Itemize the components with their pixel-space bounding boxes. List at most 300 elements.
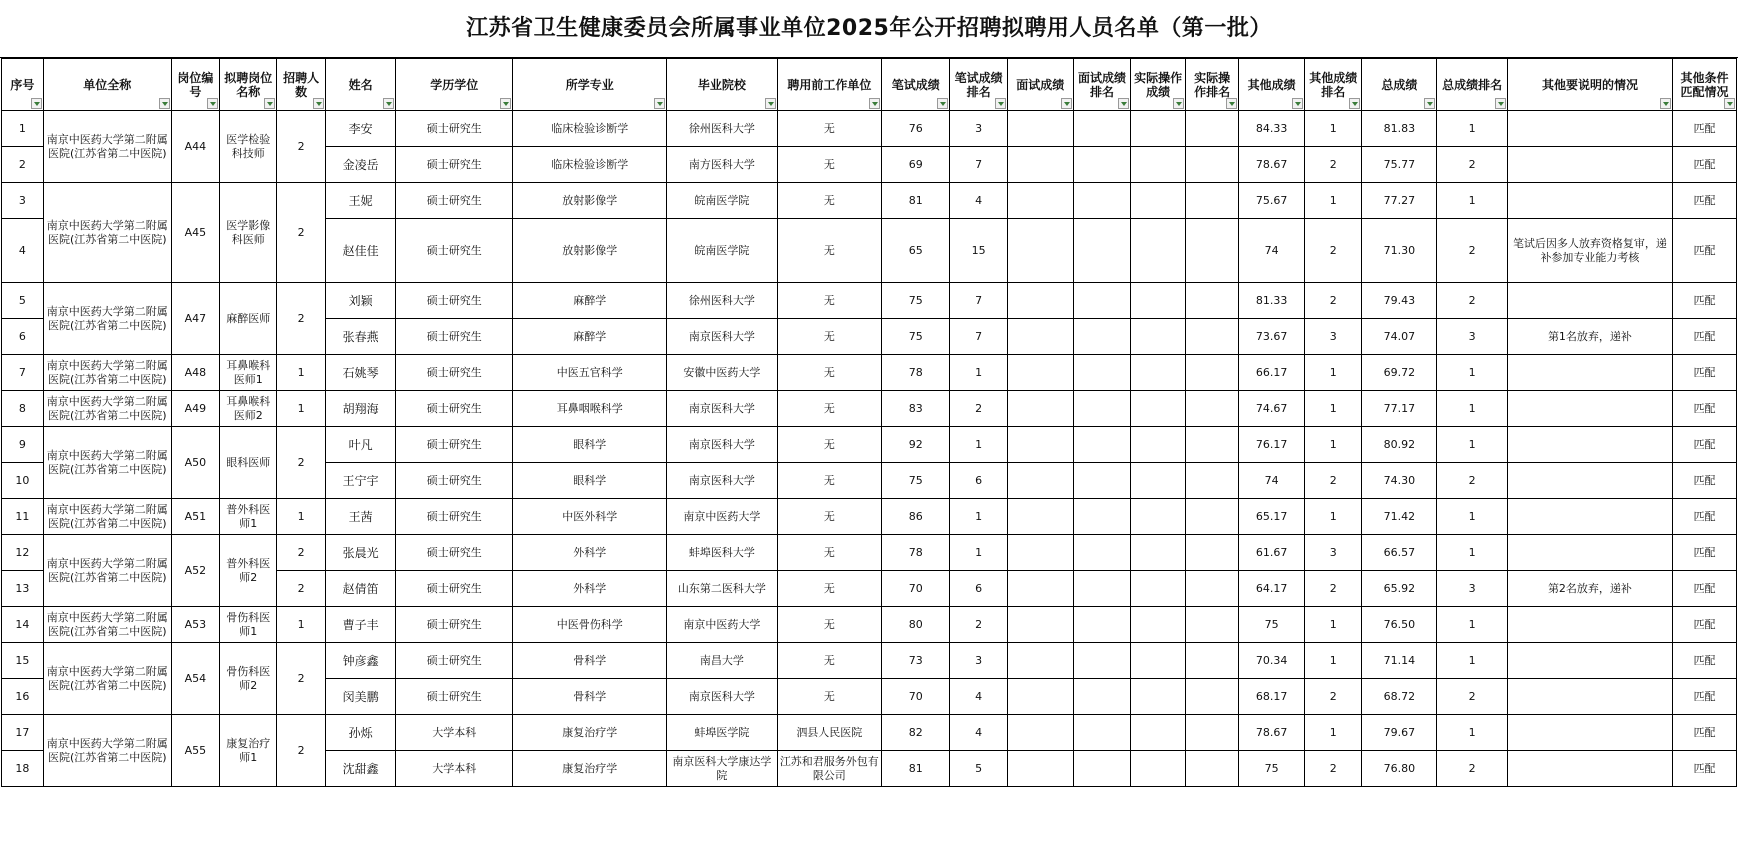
cell-total: 77.27 — [1362, 183, 1437, 219]
cell-name: 胡翔海 — [325, 391, 396, 427]
col-header-total: 总成绩 — [1362, 59, 1437, 111]
table-row — [2, 111, 1737, 147]
cell-prev-employer: 无 — [777, 319, 882, 355]
cell-other-rank: 1 — [1305, 183, 1362, 219]
cell-post-id: A47 — [171, 283, 219, 355]
table-body — [2, 111, 1737, 787]
cell-major: 康复治疗学 — [513, 751, 667, 787]
filter-dropdown-icon[interactable] — [1349, 98, 1360, 109]
cell-seq: 8 — [2, 391, 44, 427]
cell-total-rank: 2 — [1437, 463, 1508, 499]
cell-practical-rank — [1186, 499, 1239, 535]
col-header-practical-rank: 实际操作排名 — [1186, 59, 1239, 111]
cell-total-rank: 3 — [1437, 319, 1508, 355]
cell-interview-rank — [1073, 319, 1130, 355]
cell-written-rank: 1 — [950, 355, 1007, 391]
filter-dropdown-icon[interactable] — [1226, 98, 1237, 109]
cell-written: 73 — [882, 643, 950, 679]
cell-unit: 南京中医药大学第二附属医院(江苏省第二中医院) — [43, 183, 171, 283]
cell-interview-rank — [1073, 183, 1130, 219]
cell-practical-rank — [1186, 607, 1239, 643]
cell-notes — [1507, 147, 1672, 183]
cell-major: 眼科学 — [513, 427, 667, 463]
filter-dropdown-icon[interactable] — [1660, 98, 1671, 109]
cell-degree: 硕士研究生 — [396, 499, 513, 535]
cell-total-rank: 2 — [1437, 219, 1508, 283]
cell-practical — [1131, 183, 1186, 219]
cell-match: 匹配 — [1673, 679, 1737, 715]
cell-seq: 18 — [2, 751, 44, 787]
cell-major: 骨科学 — [513, 643, 667, 679]
cell-total: 71.42 — [1362, 499, 1437, 535]
cell-other-rank: 2 — [1305, 463, 1362, 499]
cell-hires: 1 — [277, 391, 325, 427]
filter-dropdown-icon[interactable] — [1118, 98, 1129, 109]
cell-seq: 3 — [2, 183, 44, 219]
cell-written: 81 — [882, 183, 950, 219]
cell-degree: 硕士研究生 — [396, 679, 513, 715]
cell-interview-rank — [1073, 427, 1130, 463]
cell-notes — [1507, 535, 1672, 571]
cell-other-rank: 1 — [1305, 355, 1362, 391]
cell-post-id: A48 — [171, 355, 219, 391]
cell-other-rank: 3 — [1305, 319, 1362, 355]
cell-notes — [1507, 183, 1672, 219]
cell-practical — [1131, 283, 1186, 319]
cell-prev-employer: 无 — [777, 355, 882, 391]
cell-degree: 硕士研究生 — [396, 319, 513, 355]
cell-written-rank: 6 — [950, 571, 1007, 607]
page-title: 江苏省卫生健康委员会所属事业单位2025年公开招聘拟聘用人员名单（第一批） — [0, 0, 1738, 58]
col-header-hires: 招聘人数 — [277, 59, 325, 111]
cell-post-id: A52 — [171, 535, 219, 607]
col-header-other: 其他成绩 — [1239, 59, 1305, 111]
cell-prev-employer: 无 — [777, 571, 882, 607]
cell-unit: 南京中医药大学第二附属医院(江苏省第二中医院) — [43, 111, 171, 183]
cell-total-rank: 1 — [1437, 535, 1508, 571]
cell-practical — [1131, 147, 1186, 183]
cell-interview — [1007, 715, 1073, 751]
filter-dropdown-icon[interactable] — [1724, 98, 1735, 109]
filter-dropdown-icon[interactable] — [654, 98, 665, 109]
cell-total: 71.30 — [1362, 219, 1437, 283]
cell-total-rank: 1 — [1437, 607, 1508, 643]
filter-dropdown-icon[interactable] — [937, 98, 948, 109]
cell-match: 匹配 — [1673, 111, 1737, 147]
table-row — [2, 355, 1737, 391]
cell-total-rank: 2 — [1437, 147, 1508, 183]
cell-written-rank: 4 — [950, 679, 1007, 715]
cell-total: 76.50 — [1362, 607, 1437, 643]
cell-notes — [1507, 643, 1672, 679]
col-header-written: 笔试成绩 — [882, 59, 950, 111]
cell-total: 76.80 — [1362, 751, 1437, 787]
cell-seq: 14 — [2, 607, 44, 643]
cell-major: 骨科学 — [513, 679, 667, 715]
cell-other: 68.17 — [1239, 679, 1305, 715]
cell-other: 73.67 — [1239, 319, 1305, 355]
cell-practical — [1131, 391, 1186, 427]
cell-hires: 2 — [277, 715, 325, 787]
cell-other-rank: 1 — [1305, 643, 1362, 679]
cell-hires: 2 — [277, 183, 325, 283]
cell-other-rank: 2 — [1305, 571, 1362, 607]
cell-total-rank: 2 — [1437, 283, 1508, 319]
cell-written: 78 — [882, 355, 950, 391]
filter-dropdown-icon[interactable] — [765, 98, 776, 109]
cell-written-rank: 4 — [950, 183, 1007, 219]
cell-written-rank: 7 — [950, 319, 1007, 355]
cell-degree: 硕士研究生 — [396, 535, 513, 571]
cell-name: 叶凡 — [325, 427, 396, 463]
filter-dropdown-icon[interactable] — [1173, 98, 1184, 109]
cell-prev-employer: 无 — [777, 463, 882, 499]
cell-interview-rank — [1073, 571, 1130, 607]
cell-post-name: 麻醉医师 — [220, 283, 277, 355]
cell-written-rank: 1 — [950, 427, 1007, 463]
cell-total: 79.67 — [1362, 715, 1437, 751]
cell-seq: 13 — [2, 571, 44, 607]
filter-dropdown-icon[interactable] — [159, 98, 170, 109]
cell-major: 麻醉学 — [513, 319, 667, 355]
cell-total: 65.92 — [1362, 571, 1437, 607]
cell-notes — [1507, 679, 1672, 715]
cell-written: 83 — [882, 391, 950, 427]
cell-written: 70 — [882, 571, 950, 607]
cell-name: 赵倩笛 — [325, 571, 396, 607]
cell-other: 84.33 — [1239, 111, 1305, 147]
cell-practical — [1131, 751, 1186, 787]
cell-match: 匹配 — [1673, 427, 1737, 463]
cell-practical-rank — [1186, 535, 1239, 571]
cell-written-rank: 3 — [950, 643, 1007, 679]
cell-interview — [1007, 463, 1073, 499]
cell-other: 81.33 — [1239, 283, 1305, 319]
cell-name: 赵佳佳 — [325, 219, 396, 283]
cell-interview-rank — [1073, 535, 1130, 571]
col-header-post-id: 岗位编号 — [171, 59, 219, 111]
cell-seq: 15 — [2, 643, 44, 679]
col-header-interview: 面试成绩 — [1007, 59, 1073, 111]
cell-written: 92 — [882, 427, 950, 463]
cell-prev-employer: 无 — [777, 679, 882, 715]
cell-other: 78.67 — [1239, 715, 1305, 751]
cell-prev-employer: 无 — [777, 499, 882, 535]
col-header-major: 所学专业 — [513, 59, 667, 111]
cell-interview-rank — [1073, 147, 1130, 183]
cell-notes: 笔试后因多人放弃资格复审，递补参加专业能力考核 — [1507, 219, 1672, 283]
col-header-other-rank: 其他成绩排名 — [1305, 59, 1362, 111]
cell-match: 匹配 — [1673, 219, 1737, 283]
cell-degree: 硕士研究生 — [396, 391, 513, 427]
cell-school: 南京中医药大学 — [667, 499, 777, 535]
cell-interview-rank — [1073, 715, 1130, 751]
cell-practical-rank — [1186, 391, 1239, 427]
cell-post-id: A49 — [171, 391, 219, 427]
filter-dropdown-icon[interactable] — [31, 98, 42, 109]
cell-practical-rank — [1186, 283, 1239, 319]
cell-practical-rank — [1186, 183, 1239, 219]
cell-major: 外科学 — [513, 571, 667, 607]
cell-interview — [1007, 111, 1073, 147]
cell-school: 皖南医学院 — [667, 183, 777, 219]
cell-degree: 硕士研究生 — [396, 643, 513, 679]
col-header-seq: 序号 — [2, 59, 44, 111]
cell-school: 徐州医科大学 — [667, 111, 777, 147]
cell-prev-employer: 无 — [777, 607, 882, 643]
cell-notes — [1507, 499, 1672, 535]
cell-total: 81.83 — [1362, 111, 1437, 147]
cell-match: 匹配 — [1673, 571, 1737, 607]
cell-total-rank: 1 — [1437, 427, 1508, 463]
cell-school: 山东第二医科大学 — [667, 571, 777, 607]
cell-practical-rank — [1186, 147, 1239, 183]
cell-other: 75.67 — [1239, 183, 1305, 219]
col-header-post-name: 拟聘岗位名称 — [220, 59, 277, 111]
cell-school: 南京中医药大学 — [667, 607, 777, 643]
cell-unit: 南京中医药大学第二附属医院(江苏省第二中医院) — [43, 715, 171, 787]
cell-written-rank: 2 — [950, 391, 1007, 427]
cell-name: 闵美鹏 — [325, 679, 396, 715]
cell-practical — [1131, 219, 1186, 283]
cell-other-rank: 2 — [1305, 283, 1362, 319]
cell-unit: 南京中医药大学第二附属医院(江苏省第二中医院) — [43, 499, 171, 535]
cell-prev-employer: 无 — [777, 147, 882, 183]
cell-interview-rank — [1073, 463, 1130, 499]
filter-dropdown-icon[interactable] — [500, 98, 511, 109]
cell-total-rank: 1 — [1437, 355, 1508, 391]
cell-other: 61.67 — [1239, 535, 1305, 571]
cell-post-id: A54 — [171, 643, 219, 715]
cell-total-rank: 1 — [1437, 391, 1508, 427]
cell-hires: 2 — [277, 283, 325, 355]
cell-unit: 南京中医药大学第二附属医院(江苏省第二中医院) — [43, 355, 171, 391]
cell-unit: 南京中医药大学第二附属医院(江苏省第二中医院) — [43, 391, 171, 427]
cell-degree: 硕士研究生 — [396, 427, 513, 463]
cell-seq: 17 — [2, 715, 44, 751]
cell-practical — [1131, 715, 1186, 751]
col-header-practical: 实际操作成绩 — [1131, 59, 1186, 111]
cell-degree: 大学本科 — [396, 715, 513, 751]
cell-name: 孙烁 — [325, 715, 396, 751]
cell-interview — [1007, 355, 1073, 391]
cell-total: 66.57 — [1362, 535, 1437, 571]
cell-major: 中医五官科学 — [513, 355, 667, 391]
cell-practical-rank — [1186, 355, 1239, 391]
cell-match: 匹配 — [1673, 283, 1737, 319]
cell-written-rank: 4 — [950, 715, 1007, 751]
cell-major: 放射影像学 — [513, 219, 667, 283]
cell-major: 耳鼻咽喉科学 — [513, 391, 667, 427]
cell-major: 眼科学 — [513, 463, 667, 499]
cell-interview — [1007, 535, 1073, 571]
cell-notes — [1507, 111, 1672, 147]
filter-dropdown-icon[interactable] — [207, 98, 218, 109]
cell-hires: 2 — [277, 111, 325, 183]
cell-interview — [1007, 391, 1073, 427]
cell-total-rank: 1 — [1437, 183, 1508, 219]
cell-interview-rank — [1073, 607, 1130, 643]
cell-practical-rank — [1186, 111, 1239, 147]
cell-interview — [1007, 283, 1073, 319]
cell-match: 匹配 — [1673, 643, 1737, 679]
cell-prev-employer: 无 — [777, 283, 882, 319]
cell-other: 70.34 — [1239, 643, 1305, 679]
cell-written-rank: 7 — [950, 283, 1007, 319]
cell-written-rank: 2 — [950, 607, 1007, 643]
cell-total-rank: 1 — [1437, 499, 1508, 535]
cell-name: 曹子丰 — [325, 607, 396, 643]
cell-practical-rank — [1186, 715, 1239, 751]
cell-other: 78.67 — [1239, 147, 1305, 183]
col-header-name: 姓名 — [325, 59, 396, 111]
cell-notes — [1507, 715, 1672, 751]
table-row — [2, 391, 1737, 427]
cell-hires: 1 — [277, 499, 325, 535]
filter-dropdown-icon[interactable] — [1292, 98, 1303, 109]
cell-seq: 12 — [2, 535, 44, 571]
cell-written-rank: 3 — [950, 111, 1007, 147]
filter-dropdown-icon[interactable] — [383, 98, 394, 109]
cell-other: 74.67 — [1239, 391, 1305, 427]
cell-name: 刘颖 — [325, 283, 396, 319]
cell-degree: 硕士研究生 — [396, 111, 513, 147]
cell-other-rank: 1 — [1305, 715, 1362, 751]
filter-dropdown-icon[interactable] — [1061, 98, 1072, 109]
cell-written: 65 — [882, 219, 950, 283]
cell-written: 81 — [882, 751, 950, 787]
cell-unit: 南京中医药大学第二附属医院(江苏省第二中医院) — [43, 607, 171, 643]
cell-written: 80 — [882, 607, 950, 643]
cell-name: 张晨光 — [325, 535, 396, 571]
cell-other: 75 — [1239, 607, 1305, 643]
cell-practical-rank — [1186, 571, 1239, 607]
cell-post-id: A51 — [171, 499, 219, 535]
cell-practical-rank — [1186, 219, 1239, 283]
cell-notes: 第1名放弃，递补 — [1507, 319, 1672, 355]
cell-prev-employer: 无 — [777, 391, 882, 427]
cell-seq: 9 — [2, 427, 44, 463]
cell-written: 75 — [882, 283, 950, 319]
cell-other: 76.17 — [1239, 427, 1305, 463]
cell-notes: 第2名放弃，递补 — [1507, 571, 1672, 607]
cell-prev-employer: 无 — [777, 643, 882, 679]
cell-written: 86 — [882, 499, 950, 535]
cell-seq: 7 — [2, 355, 44, 391]
cell-prev-employer: 无 — [777, 183, 882, 219]
cell-other-rank: 2 — [1305, 147, 1362, 183]
cell-hires: 2 — [277, 643, 325, 715]
cell-practical — [1131, 355, 1186, 391]
cell-total-rank: 1 — [1437, 715, 1508, 751]
cell-total: 79.43 — [1362, 283, 1437, 319]
cell-interview — [1007, 751, 1073, 787]
cell-notes — [1507, 607, 1672, 643]
cell-unit: 南京中医药大学第二附属医院(江苏省第二中医院) — [43, 427, 171, 499]
cell-post-name: 普外科医师2 — [220, 535, 277, 607]
cell-seq: 6 — [2, 319, 44, 355]
filter-dropdown-icon[interactable] — [1424, 98, 1435, 109]
cell-total: 80.92 — [1362, 427, 1437, 463]
table-row — [2, 715, 1737, 751]
cell-other: 66.17 — [1239, 355, 1305, 391]
cell-interview-rank — [1073, 751, 1130, 787]
filter-dropdown-icon[interactable] — [264, 98, 275, 109]
cell-post-id: A55 — [171, 715, 219, 787]
cell-interview — [1007, 183, 1073, 219]
cell-interview-rank — [1073, 111, 1130, 147]
cell-school: 南京医科大学 — [667, 427, 777, 463]
cell-post-id: A53 — [171, 607, 219, 643]
col-header-degree: 学历学位 — [396, 59, 513, 111]
cell-other-rank: 1 — [1305, 499, 1362, 535]
filter-dropdown-icon[interactable] — [1495, 98, 1506, 109]
cell-unit: 南京中医药大学第二附属医院(江苏省第二中医院) — [43, 535, 171, 607]
cell-seq: 10 — [2, 463, 44, 499]
table-row — [2, 643, 1737, 679]
cell-practical-rank — [1186, 643, 1239, 679]
col-header-interview-rank: 面试成绩排名 — [1073, 59, 1130, 111]
cell-other-rank: 1 — [1305, 391, 1362, 427]
cell-other-rank: 2 — [1305, 219, 1362, 283]
cell-prev-employer: 江苏和君服务外包有限公司 — [777, 751, 882, 787]
cell-major: 康复治疗学 — [513, 715, 667, 751]
cell-degree: 硕士研究生 — [396, 607, 513, 643]
filter-dropdown-icon[interactable] — [313, 98, 324, 109]
cell-practical — [1131, 463, 1186, 499]
cell-school: 南京医科大学 — [667, 463, 777, 499]
cell-school: 南京医科大学 — [667, 391, 777, 427]
cell-interview — [1007, 571, 1073, 607]
cell-match: 匹配 — [1673, 183, 1737, 219]
cell-practical-rank — [1186, 463, 1239, 499]
table-row — [2, 427, 1737, 463]
cell-written: 76 — [882, 111, 950, 147]
cell-post-name: 耳鼻喉科医师1 — [220, 355, 277, 391]
cell-written: 82 — [882, 715, 950, 751]
table-row — [2, 283, 1737, 319]
cell-practical — [1131, 679, 1186, 715]
cell-total-rank: 3 — [1437, 571, 1508, 607]
cell-other-rank: 1 — [1305, 607, 1362, 643]
cell-school: 南京医科大学 — [667, 679, 777, 715]
cell-notes — [1507, 283, 1672, 319]
col-header-prev-employer: 聘用前工作单位 — [777, 59, 882, 111]
cell-other: 74 — [1239, 463, 1305, 499]
cell-interview-rank — [1073, 679, 1130, 715]
cell-interview-rank — [1073, 391, 1130, 427]
col-header-unit: 单位全称 — [43, 59, 171, 111]
cell-notes — [1507, 427, 1672, 463]
cell-interview-rank — [1073, 499, 1130, 535]
cell-practical — [1131, 607, 1186, 643]
filter-dropdown-icon[interactable] — [869, 98, 880, 109]
cell-match: 匹配 — [1673, 463, 1737, 499]
cell-total: 69.72 — [1362, 355, 1437, 391]
cell-seq: 11 — [2, 499, 44, 535]
cell-prev-employer: 泗县人民医院 — [777, 715, 882, 751]
cell-name: 张春燕 — [325, 319, 396, 355]
filter-dropdown-icon[interactable] — [995, 98, 1006, 109]
cell-match: 匹配 — [1673, 355, 1737, 391]
cell-total-rank: 1 — [1437, 643, 1508, 679]
cell-major: 临床检验诊断学 — [513, 111, 667, 147]
cell-interview — [1007, 319, 1073, 355]
cell-match: 匹配 — [1673, 535, 1737, 571]
cell-school: 南京医科大学 — [667, 319, 777, 355]
cell-unit: 南京中医药大学第二附属医院(江苏省第二中医院) — [43, 283, 171, 355]
cell-interview-rank — [1073, 355, 1130, 391]
